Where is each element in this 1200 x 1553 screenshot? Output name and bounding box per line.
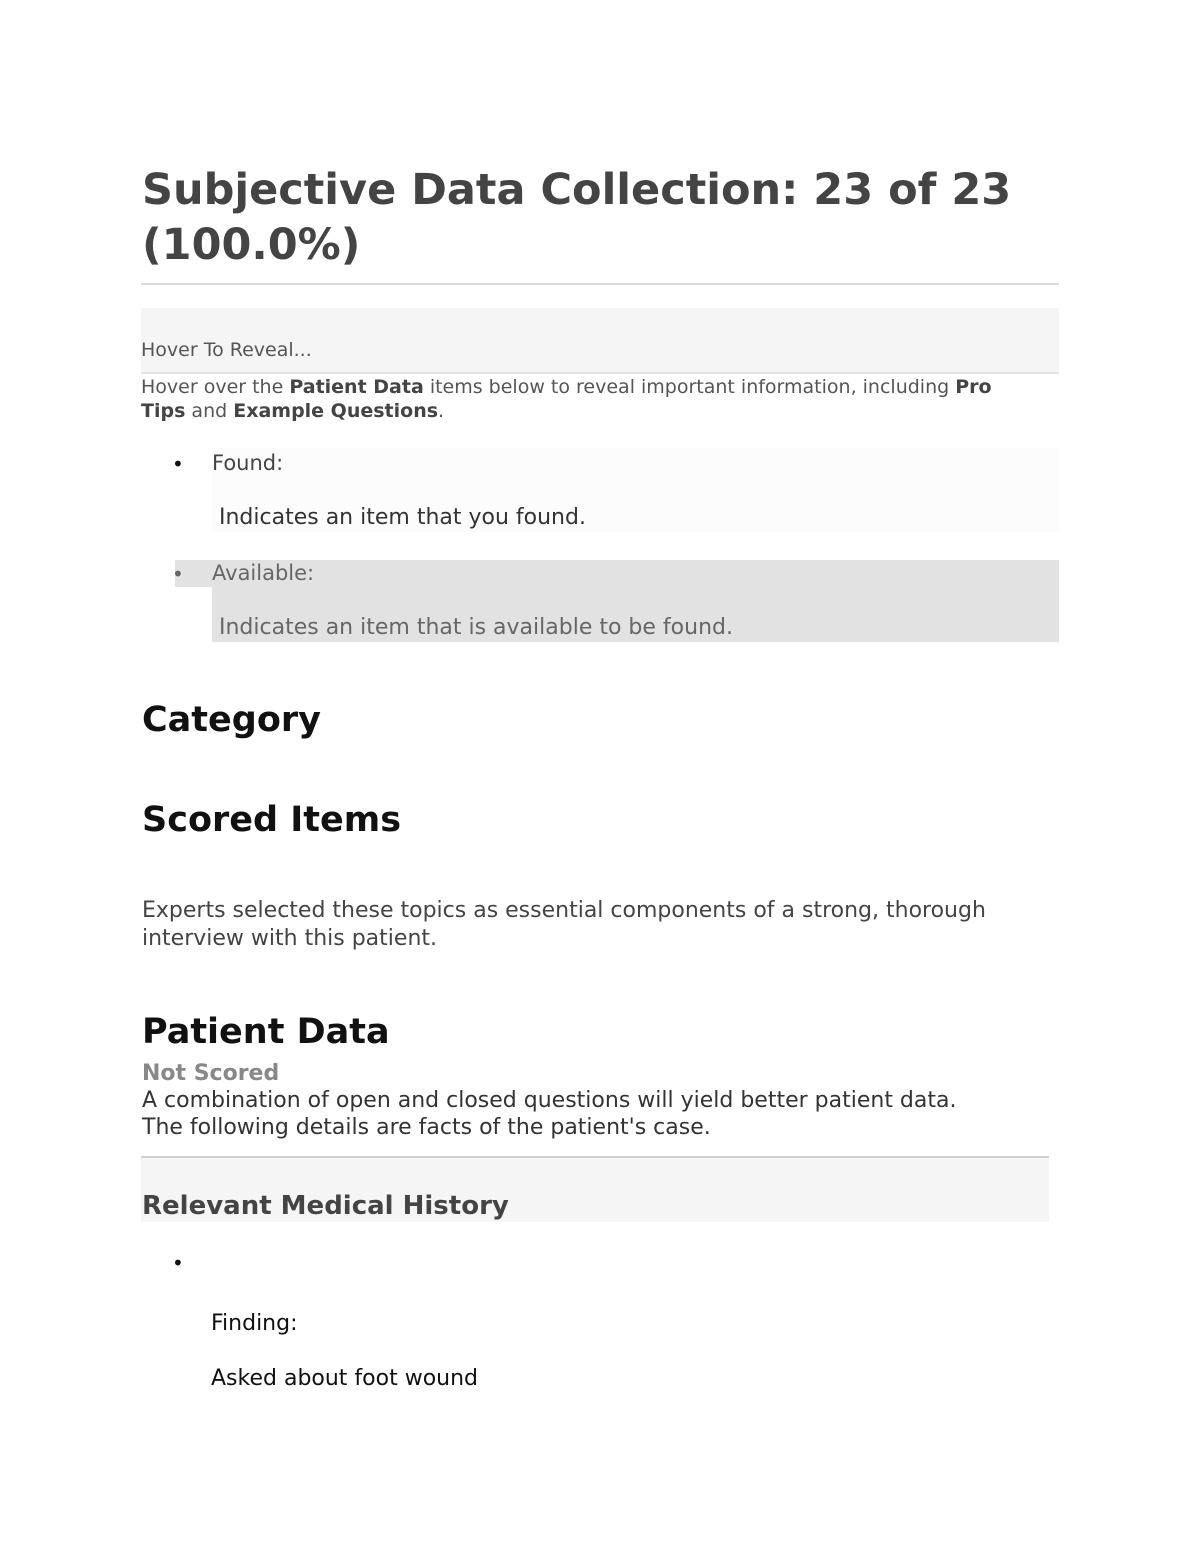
not-scored-label: Not Scored (142, 1061, 280, 1086)
legend-available-description: Indicates an item that is available to be found. (219, 615, 733, 640)
desc-bold-example-questions: Example Questions (233, 400, 439, 422)
relevant-medical-history-heading: Relevant Medical History (142, 1191, 509, 1221)
desc-text: and (185, 400, 234, 422)
category-heading: Category (142, 700, 321, 740)
desc-text: items below to reveal important information, including (423, 376, 956, 398)
title-divider (141, 283, 1059, 285)
patient-data-line-2: The following details are facts of the patient's case. (142, 1115, 711, 1140)
legend-available-label: Available: (212, 561, 315, 585)
desc-text: Hover over the (141, 376, 290, 398)
legend-found-description: Indicates an item that you found. (219, 505, 586, 530)
scored-items-heading: Scored Items (142, 800, 402, 840)
patient-data-heading: Patient Data (142, 1012, 390, 1052)
desc-bold-patient-data: Patient Data (289, 376, 424, 398)
finding-label: Finding: (211, 1311, 298, 1336)
hover-reveal-heading: Hover To Reveal... (141, 339, 312, 361)
legend-available-bullet: • (172, 562, 184, 586)
legend-found-bullet: • (172, 452, 184, 476)
desc-text: . (438, 400, 445, 422)
finding-value: Asked about foot wound (211, 1366, 479, 1391)
hover-reveal-description (141, 375, 1041, 423)
finding-bullet: • (172, 1251, 184, 1275)
legend-found-label: Found: (212, 451, 284, 475)
patient-data-line-1: A combination of open and closed questions will yield better patient data. (142, 1088, 957, 1113)
desc-bold-pro-tips: Pro Tips (141, 376, 992, 422)
page-title: Subjective Data Collection: 23 of 23 (100.0%) (142, 165, 1012, 270)
scored-items-description: Experts selected these topics as essential components of a strong, thorough interview with this patient. (142, 898, 986, 951)
